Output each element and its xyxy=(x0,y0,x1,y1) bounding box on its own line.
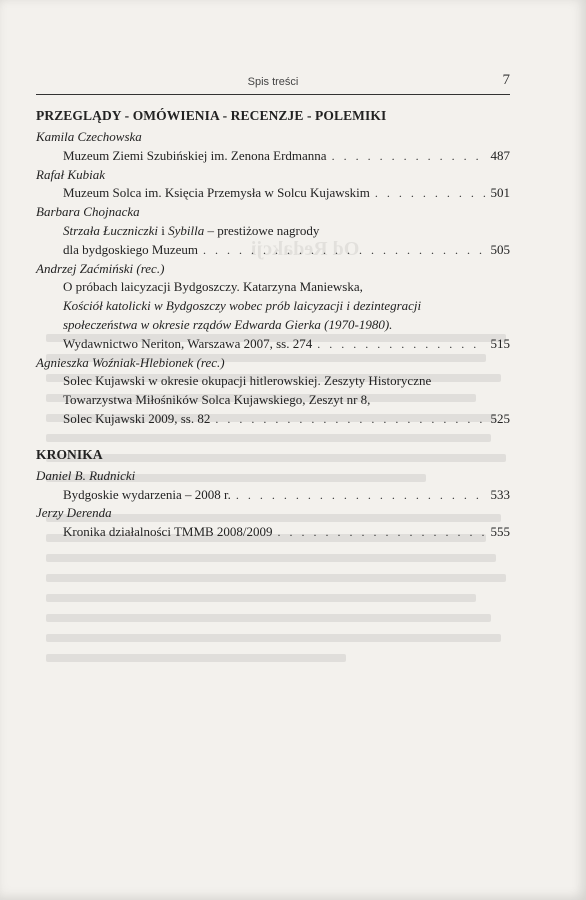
dot-leader xyxy=(215,410,485,429)
italic-title: Sybilla xyxy=(168,222,205,238)
toc-entry[interactable] xyxy=(36,184,510,203)
entry-author: Agnieszka Woźniak-Hlebionek (rec.) xyxy=(36,354,225,370)
title-rest: – prestiżowe nagrody xyxy=(204,222,320,238)
entry-author: Daniel B. Rudnicki xyxy=(36,467,136,483)
entry-page: 501 xyxy=(490,185,510,201)
header-title: Spis treści xyxy=(247,76,299,88)
entry-title-line: społeczeństwa w okresie rządów Edwarda Gierka (1970-1980). xyxy=(63,316,393,332)
entry-page: 515 xyxy=(490,335,510,351)
entry-page: 487 xyxy=(490,147,510,163)
dot-leader xyxy=(203,241,485,260)
page-number: 7 xyxy=(502,72,510,88)
entry-author: Kamila Czechowska xyxy=(36,129,142,144)
entry-title: dla bydgoskiego Muzeum xyxy=(63,241,199,257)
entry-author: Jerzy Derenda xyxy=(36,505,112,521)
italic-title: Strzała Łuczniczki xyxy=(63,222,158,238)
dot-leader xyxy=(278,523,486,542)
entry-title-line: Solec Kujawski w okresie okupacji hitlerowskiej. Zeszyty Historyczne xyxy=(63,373,432,389)
entry-author: Rafał Kubiak xyxy=(36,166,105,182)
entry-title-line: O próbach laicyzacji Bydgoszczy. Katarzyna Maniewska, xyxy=(63,279,363,295)
running-header xyxy=(36,70,510,95)
entry-title-line xyxy=(36,222,510,241)
toc-entry[interactable] xyxy=(36,147,510,166)
entry-title: Wydawnictwo Neriton, Warszawa 2007, ss. 274 xyxy=(63,335,313,351)
entry-title: Muzeum Ziemi Szubińskiej im. Zenona Erdmanna xyxy=(63,147,327,163)
entry-title: Bydgoskie wydarzenia – 2008 r. xyxy=(63,486,231,502)
dot-leader xyxy=(317,335,485,354)
dot-leader xyxy=(236,486,486,505)
entry-page: 525 xyxy=(490,410,510,426)
toc-entry[interactable] xyxy=(36,410,510,429)
toc-entry[interactable] xyxy=(36,523,510,542)
entry-title: Solec Kujawski 2009, ss. 82 xyxy=(63,410,211,426)
toc-entry[interactable] xyxy=(36,335,510,354)
toc-entry[interactable] xyxy=(36,486,510,505)
entry-author: Barbara Chojnacka xyxy=(36,204,140,220)
entry-title: Kronika działalności TMMB 2008/2009 xyxy=(63,524,273,540)
entry-page: 555 xyxy=(490,524,510,540)
section-heading: KRONIKA xyxy=(36,446,103,462)
section-heading: PRZEGLĄDY - OMÓWIENIA - RECENZJE - POLEMIKI xyxy=(36,108,387,123)
entry-title-line: Towarzystwa Miłośników Solca Kujawskiego, Zeszyt nr 8, xyxy=(63,392,371,408)
toc-entry[interactable] xyxy=(36,241,510,260)
entry-author: Andrzej Zaćmiński (rec.) xyxy=(36,260,165,276)
conjunction: i xyxy=(157,222,169,238)
dot-leader xyxy=(375,184,486,203)
dot-leader xyxy=(332,147,486,166)
entry-page: 533 xyxy=(490,486,510,502)
entry-title: Muzeum Solca im. Księcia Przemysła w Solcu Kujawskim xyxy=(63,185,370,201)
table-of-contents xyxy=(36,106,510,542)
entry-title-line: Kościół katolicki w Bydgoszczy wobec prób laicyzacji i dezintegracji xyxy=(63,298,422,314)
bleed-through-title: Od Redakcji xyxy=(251,238,360,260)
entry-page: 505 xyxy=(490,241,510,257)
